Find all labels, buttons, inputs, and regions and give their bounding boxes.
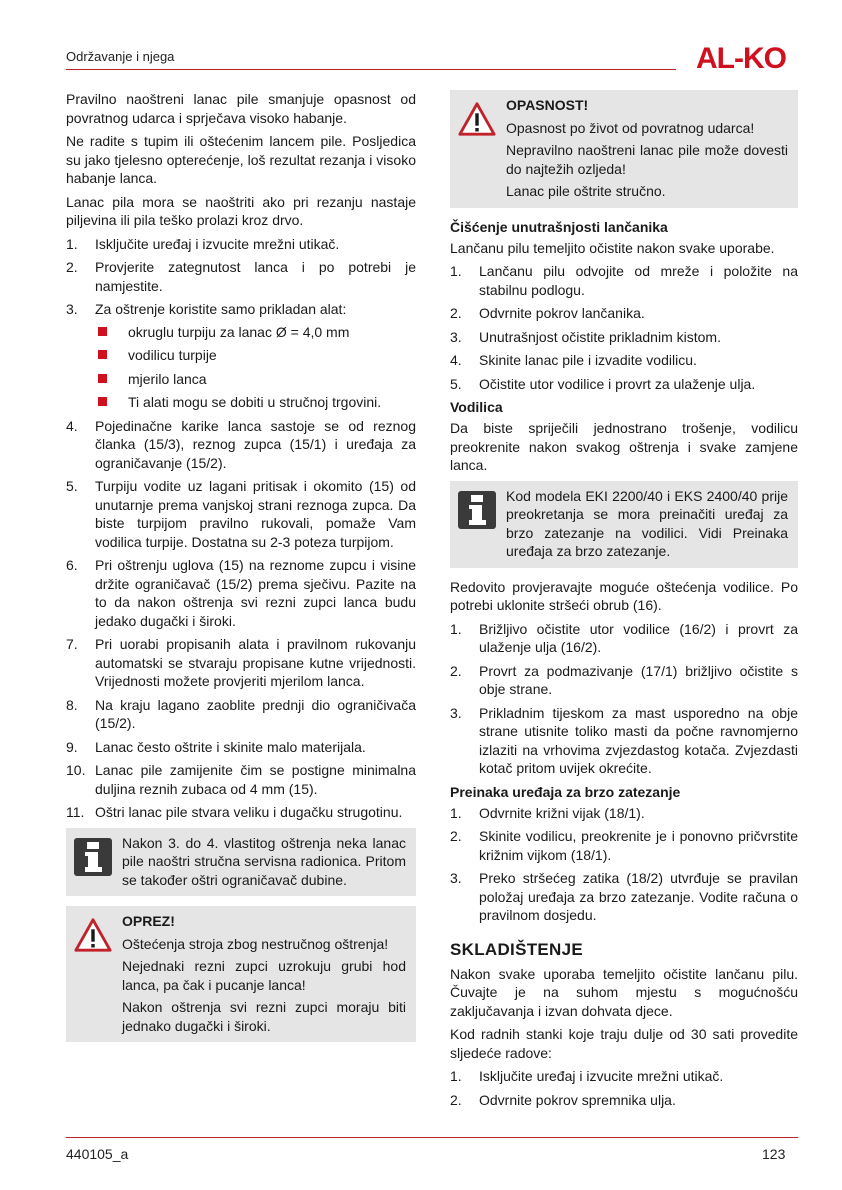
document-code: 440105_a	[66, 1146, 129, 1162]
list-item: 6. Pri oštrenju uglova (15) na reznome zupcu i visine držite ograničavač (15/2) prema sječivu. Pazite na to da nakon oštrenja svi rezni zupci lanca budu jedako dugački i široki.	[66, 557, 416, 629]
tensioner-steps	[450, 804, 798, 925]
list-item: 1. Brižljivo očistite utor vodilice (16/2) i provrt za ulaženje ulja (16/2).	[450, 620, 798, 655]
caution-box	[66, 906, 416, 1042]
warning-triangle-icon	[458, 100, 496, 138]
list-item: 2. Skinite vodilicu, preokrenite je i ponovno pričvrstite križnim vijkom (18/1).	[450, 828, 798, 863]
footer-rule	[66, 1137, 798, 1138]
danger-title: OPASNOST!	[506, 97, 589, 113]
info-note-text: Kod modela EKI 2200/40 i EKS 2400/40 prije preokretanja se mora preinačiti uređaj za brzo zatezanje na vodilici. Vidi Preinaka uređaja za brzo zatezanje.	[506, 487, 788, 559]
danger-text: Nepravilno naoštreni lanac pile može dovesti do najtežih ozljeda!	[506, 142, 788, 177]
bullet-square-icon	[98, 350, 107, 359]
section-paragraph: Redovito provjeravajte moguće oštećenja vodilice. Po potrebi uklonite stršeći obrub (16).	[450, 578, 798, 613]
storage-heading: SKLADIŠTENJE	[450, 939, 584, 959]
tool-item: Ti alati mogu se dobiti u stručnoj trgovini.	[95, 393, 416, 412]
caution-text: Oštećenja stroja zbog nestručnog oštrenja!	[122, 935, 389, 952]
info-icon	[458, 491, 496, 529]
tool-item: vodilicu turpije	[95, 346, 416, 365]
guide-steps	[450, 620, 798, 778]
list-item: 2. Odvrnite pokrov spremnika ulja.	[450, 1091, 676, 1108]
page-section-title: Održavanje i njega	[66, 49, 175, 64]
list-item: 1. Odvrnite križni vijak (18/1).	[450, 804, 645, 821]
info-icon	[74, 838, 112, 876]
list-item: 3. Unutrašnjost očistite prikladnim kistom.	[450, 328, 721, 345]
section-intro: Lančanu pilu temeljito očistite nakon svake uporabe.	[450, 239, 775, 256]
header-rule	[66, 69, 676, 70]
list-item: 8. Na kraju lagano zaoblite prednji dio ograničivača (15/2).	[66, 696, 416, 731]
intro-paragraph: Pravilno naoštreni lanac pile smanjuje opasnost od povratnog udarca i sprječava visoko habanje.	[66, 91, 416, 126]
caution-title: OPREZ!	[122, 913, 175, 929]
list-item: 9. Lanac često oštrite i skinite malo materijala.	[66, 738, 366, 755]
list-item: 1. Isključite uređaj i izvucite mrežni utikač.	[450, 1068, 724, 1084]
sharpening-steps	[66, 235, 416, 822]
tool-list	[95, 323, 416, 412]
bullet-square-icon	[98, 397, 107, 406]
section-intro: Da biste spriječili jednostrano trošenje, vodilicu preokrenite nakon svakog oštrenja i svake zamjene lanca.	[450, 420, 798, 473]
bullet-square-icon	[98, 327, 107, 336]
list-item: 3. Preko stršećeg zatika (18/2) utvrđuje se pravilan položaj uređaja za brzo zatezanje. Vodite računa o pravilnom dosjedu.	[450, 870, 798, 923]
warning-triangle-icon	[74, 916, 112, 954]
list-item: 4. Pojedinačne karike lanca sastoje se od reznog članka (15/3), reznog zupca (15/1) i uređaja za ograničavanje (15/2).	[66, 417, 416, 471]
list-item: 2. Odvrnite pokrov lančanika.	[450, 305, 645, 321]
danger-text: Opasnost po život od povratnog udarca!	[506, 119, 755, 136]
section-heading: Čišćenje unutrašnjosti lančanika	[450, 218, 668, 235]
caution-text: Nakon oštrenja svi rezni zupci moraju biti jednako dugački i široki.	[122, 999, 406, 1034]
bullet-square-icon	[98, 374, 107, 383]
alko-logo	[684, 42, 798, 72]
danger-box	[450, 90, 798, 208]
list-item: 7. Pri uorabi propisanih alata i pravilnom rukovanju automatski se stvaraju propisane kutne vrijednosti. Vrijednosti možete provjeriti mjerilom lanca.	[66, 636, 416, 689]
list-item: 4. Skinite lanac pile i izvadite vodilicu.	[450, 352, 697, 368]
section-heading: Preinaka uređaja za brzo zatezanje	[450, 783, 681, 800]
list-item: 3. Prikladnim tijeskom za mast usporedno na obje strane utisnite toliko masti da počne ravnomjerno izlaziti na vrhovima zvjezdastog kotača. Zvjezdasti kotač pritom uvijek okrećite.	[450, 704, 798, 776]
info-note-box	[66, 828, 416, 897]
page-number: 123	[762, 1146, 786, 1162]
intro-paragraph: Lanac pila mora se naoštriti ako pri rezanju nastaje piljevina ili pila teško prolazi kroz drvo.	[66, 193, 416, 228]
info-note-box	[450, 481, 798, 568]
right-column	[450, 90, 798, 1114]
list-item: 5. Turpiju vodite uz lagani pritisak i okomito (15) od unutarnje prema vanjskoj strani reznoga zupca. Da biste turpijom pravilno rukovali, pomaže Vam vodilica turpije. Dostatna su 2-3 poteza turpijom.	[66, 478, 416, 550]
list-item: 1. Lančanu pilu odvojite od mreže i položite na stabilnu podlogu.	[450, 263, 798, 298]
storage-steps	[450, 1067, 798, 1109]
section-paragraph: Kod radnih stanki koje traju dulje od 30 sati provedite sljedeće radove:	[450, 1026, 798, 1061]
list-item: 1. Isključite uređaj i izvucite mrežni utikač.	[66, 235, 340, 252]
danger-text: Lanac pile oštrite stručno.	[506, 183, 666, 199]
tool-item: okruglu turpiju za lanac Ø = 4,0 mm	[95, 323, 416, 342]
left-column	[66, 90, 416, 1052]
tool-item: mjerilo lanca	[95, 370, 416, 389]
caution-text: Nejednaki rezni zupci uzrokuju grubi hod lanca, pa čak i pucanje lanca!	[122, 958, 406, 993]
svg-text:AL-KO: AL-KO	[696, 42, 786, 72]
list-item: 2. Provrt za podmazivanje (17/1) brižljivo očistite s obje strane.	[450, 662, 798, 697]
list-item: 5. Očistite utor vodilice i provrt za ulaženje ulja.	[450, 375, 756, 392]
section-paragraph: Nakon svake uporaba temeljito očistite lančanu pilu. Čuvajte je na suhom mjestu s mogućnošću zaključavanja i izvan dohvata djece.	[450, 965, 798, 1019]
info-note-text: Nakon 3. do 4. vlastitog oštrenja neka lanac pile naoštri stručna servisna radionica. Pritom se također oštri ograničavač dubine.	[122, 834, 406, 888]
list-item: 3. Za oštrenje koristite samo prikladan alat: okruglu turpiju za lanac Ø = 4,0 mm vodilicu turpije mjerilo lanca Ti alati mogu se dobiti u stručnoj trgovini.	[66, 300, 416, 412]
intro-paragraph: Ne radite s tupim ili oštećenim lancem pile. Posljedica su jako tjelesno opterećenje, loš rezultat rezanja i visoko habanje lanca.	[66, 133, 416, 186]
list-item: 2. Provjerite zategnutost lanca i po potrebi je namjestite.	[66, 259, 416, 294]
list-item: 10. Lanac pile zamijenite čim se postigne minimalna duljina reznih zubaca od 4 mm (15).	[66, 762, 416, 797]
list-item: 11. Oštri lanac pile stvara veliku i dugačku strugotinu.	[66, 804, 403, 820]
section-heading: Vodilica	[450, 399, 503, 415]
sprocket-steps	[450, 262, 798, 393]
